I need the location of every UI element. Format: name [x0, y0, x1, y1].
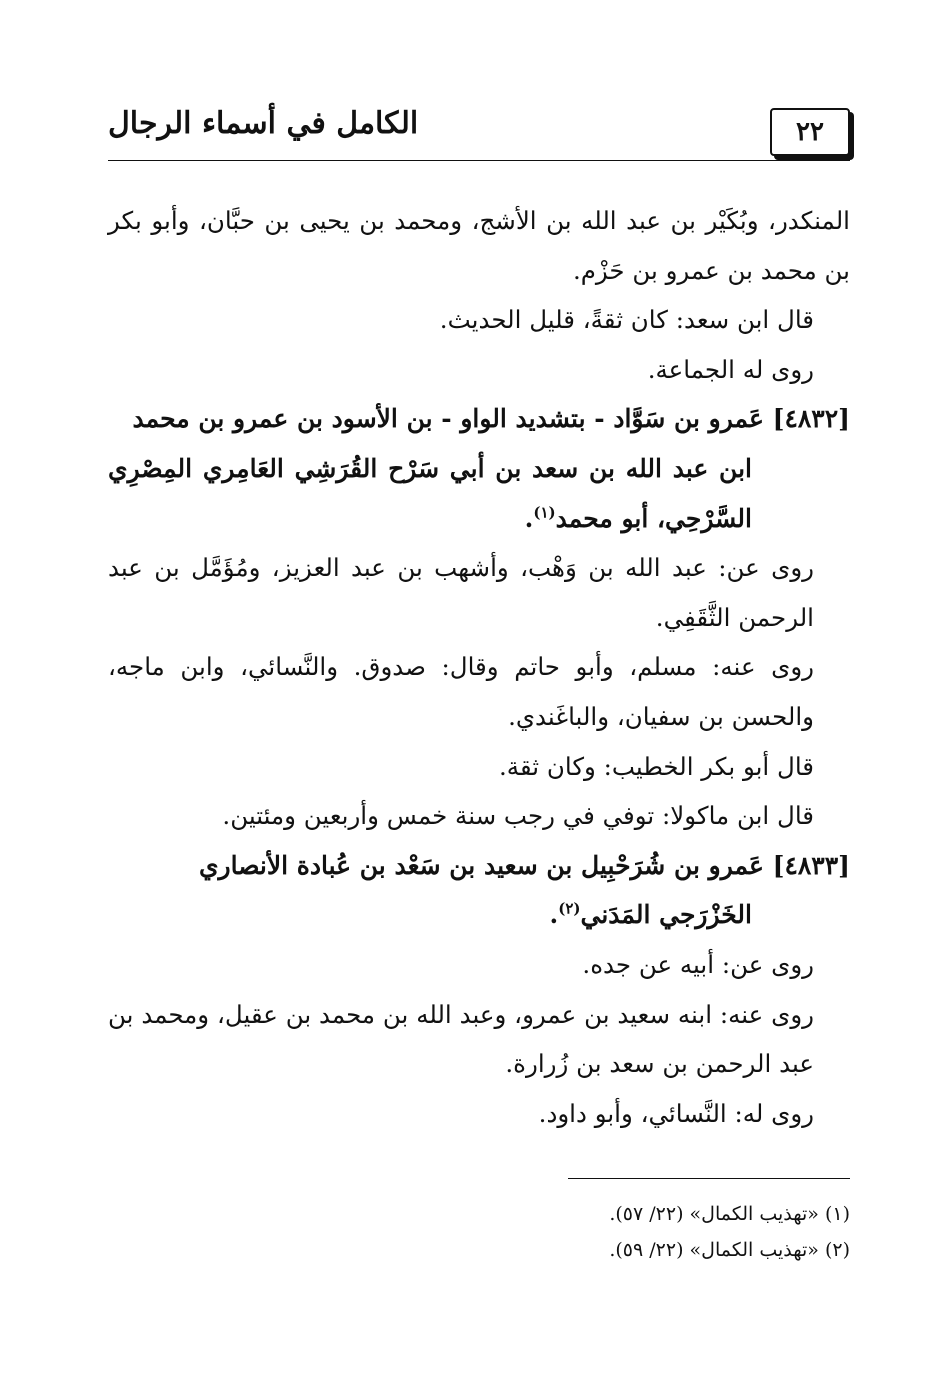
entry-heading-tail: . — [549, 900, 559, 930]
paragraph: قال ابن ماكولا: توفي في رجب سنة خمس وأربعين ومئتين. — [222, 801, 814, 831]
footnote: (٢) «تهذيب الكمال» (٢٢/ ٥٩). — [609, 1239, 850, 1261]
footnote-ref[interactable]: (١) — [533, 503, 556, 522]
page-header — [108, 92, 850, 164]
paragraph: روى له الجماعة. — [647, 354, 814, 384]
entry-heading-4833: [٤٨٣٣] عَمرو بن شُرَحْبِيل بن سعيد بن سَعْد بن عُبادة الأنصاري — [198, 850, 850, 880]
paragraph: روى عنه: ابنه سعيد بن عمرو، وعبد الله بن محمد بن عقيل، ومحمد بن عبد الرحمن بن سعد بن زُرارة. — [108, 999, 814, 1079]
entry-heading-text: الخَزْرَجي المَدَني — [580, 900, 752, 930]
paragraph: روى عن: أبيه عن جده. — [582, 949, 814, 979]
paragraph: روى له: النَّسائي، وأبو داود. — [538, 1098, 814, 1128]
page-body — [108, 196, 850, 1138]
paragraph: قال ابن سعد: كان ثقةً، قليل الحديث. — [439, 305, 814, 335]
header-divider — [108, 160, 850, 161]
paragraph: روى عنه: مسلم، وأبو حاتم وقال: صدوق. والنَّسائي، وابن ماجه، والحسن بن سفيان، والباغَندي. — [108, 652, 814, 731]
paragraph: روى عن: عبد الله بن وَهْب، وأشهب بن عبد العزيز، ومُؤَمَّل بن عبد الرحمن الثَّقَفِي. — [108, 553, 814, 632]
paragraph: قال أبو بكر الخطيب: وكان ثقة. — [498, 751, 814, 781]
entry-heading-tail: . — [524, 503, 534, 533]
paragraph: المنكدر، وبُكَيْر بن عبد الله بن الأشج، ومحمد بن يحيى بن حبَّان، وأبو بكر بن محمد بن عمرو بن حَزْم. — [108, 206, 850, 285]
entry-heading-text: ابن عبد الله بن سعد بن أبي سَرْح القُرَشِي العَامِري المِصْرِي السَّرْحِي، أبو محمد — [108, 453, 752, 533]
entry-heading-4832-continuation — [108, 444, 850, 543]
page-number-badge — [770, 108, 850, 156]
footnote: (١) «تهذيب الكمال» (٢٢/ ٥٧). — [609, 1203, 850, 1225]
footnote-divider — [568, 1178, 850, 1179]
footnote-ref[interactable]: (٢) — [558, 899, 581, 918]
footnotes — [108, 1196, 850, 1268]
book-title: الكامل في أسماء الرجال — [108, 106, 419, 141]
entry-heading-4832: [٤٨٣٢] عَمرو بن سَوَّاد - بتشديد الواو - بن الأسود بن عمرو بن محمد — [132, 404, 850, 434]
entry-heading-4833-continuation — [108, 890, 850, 940]
page-number: ٢٢ — [796, 117, 824, 147]
